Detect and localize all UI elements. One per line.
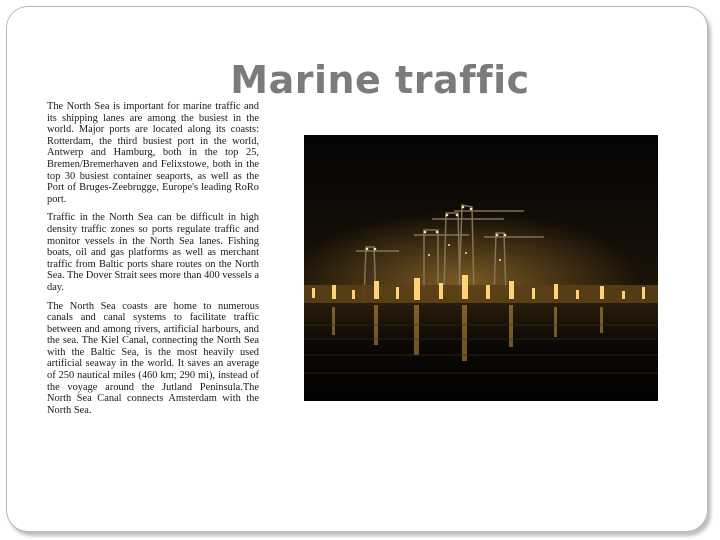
paragraph-traffic: Traffic in the North Sea can be difficult in high density traffic zones so ports regulate traffic and monitor vessels in the North Sea lanes. Fishing boats, oil and gas platforms as well as merchant traffic from Baltic ports share routes on the North Sea. The Dover Strait sees more than 400 vessels a day. bbox=[47, 212, 259, 293]
port-at-night-photo bbox=[304, 135, 658, 401]
paragraph-canals: The North Sea coasts are home to numerous canals and canal systems to facilitate traffic between and among rivers, artificial harbours, and the sea. The Kiel Canal, connecting the North Sea with the Baltic Sea, is the most heavily used artificial seaway in the world. It saves an average of 250 nautical miles (460 km; 290 mi), instead of the voyage around the Jutland Peninsula.The North Sea Canal connects Amsterdam with the North Sea. bbox=[47, 300, 259, 416]
body-text bbox=[47, 101, 259, 423]
paragraph-ports: The North Sea is important for marine traffic and its shipping lanes are among the busiest in the world. Major ports are located along its coasts: Rotterdam, the third busiest port in the world, Antwerp and Hamburg, both in the top 25, Bremen/Bremerhaven and Felixstowe, both in the top 30 busiest container seaports, as well as the Port of Bruges-Zeebrugge, Europe's leading RoRo port. bbox=[47, 101, 259, 205]
slide-title: Marine traffic bbox=[230, 58, 530, 102]
